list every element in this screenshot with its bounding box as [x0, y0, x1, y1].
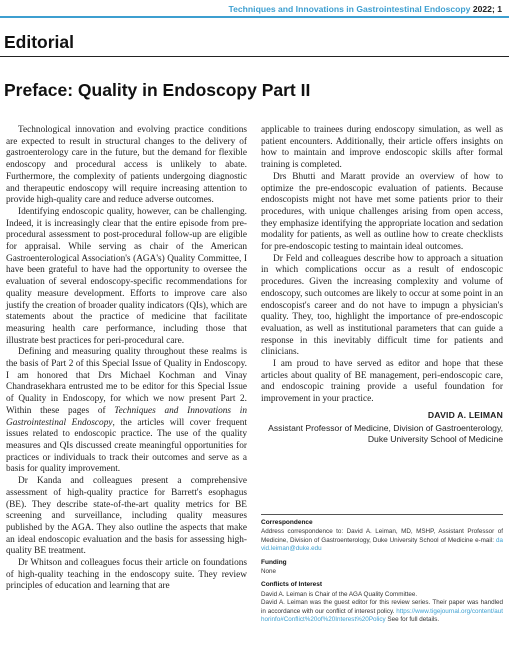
paragraph-continued: applicable to trainees during endoscopy simulation, as well as patient encounters. Additionally, their article offers insights on how to maintain and improve endoscopic skills after formal training is completed.	[261, 125, 503, 171]
right-column	[261, 125, 503, 445]
journal-volume: 2022; 1	[472, 4, 502, 14]
paragraph: Dr Whitson and colleagues focus their article on foundations of high-quality teaching in the endoscopy suite. They review principles of education and learning that are	[6, 558, 247, 592]
correspondence-address: Address correspondence to: David A. Leiman, MD, MSHP, Assistant Professor of Medicine, Division of Gastroenterology, Duke University School of Medicine e-mail:	[261, 528, 503, 544]
funding-text: None	[261, 568, 277, 576]
policy-link[interactable]: https://www.tigejournal.org/content/authorinfo#Conflict%20of%20Interest%20Policy	[261, 607, 503, 624]
section-rule	[0, 56, 509, 57]
funding-heading: Funding	[261, 558, 287, 566]
correspondence-text	[261, 528, 503, 553]
section-label: Editorial	[4, 32, 75, 52]
paragraph-text: Defining and measuring quality throughout these realms is the basis of Part 2 of this Special Issue of Quality in Endoscopy. I am honored that Drs Michael Kochman and Vinay Chandrasekhara entrusted me to be editor for this Special Issue of Quality in Endoscopy, for which we now present Part 2. Within these pages of	[6, 347, 247, 416]
journal-reference: Techniques and Innovations in Gastrointestinal Endoscopy	[6, 405, 247, 428]
correspondence-block	[261, 519, 503, 554]
paragraph	[6, 347, 247, 476]
paragraph: Dr Kanda and colleagues present a comprehensive assessment of high-quality practice for Barrett's esophagus (BE). They describe state-of-the-art quality metrics for BE screening and surveillance, including quality measures published by the AGA. They also outline the aspects that make an ideal endoscopic evaluation and the basis for assessing high-quality BE treatment.	[6, 476, 247, 557]
email-link[interactable]: david.leiman@duke.edu	[261, 536, 503, 553]
running-head	[229, 4, 502, 14]
footnotes	[261, 514, 503, 629]
funding-block	[261, 559, 503, 577]
paragraph: I am proud to have served as editor and hope that these articles about quality of BE management, peri-endoscopic care, and endoscopic training provide a useful foundation for improvement in your practice.	[261, 359, 503, 405]
paragraph: Technological innovation and evolving practice conditions are expected to result in structural changes to the delivery of gastroenterology care in the future, but the demand for flexible endoscopy and procedural access is unlikely to abate. Furthermore, the complexity of patients undergoing diagnostic and therapeutic endoscopy will require increasing attention to provide high-quality care and reduce adverse outcomes.	[6, 125, 247, 206]
conflicts-policy	[261, 599, 503, 624]
conflicts-heading: Conflicts of Interest	[261, 581, 323, 589]
policy-text: David A. Leiman was the guest editor for this review series. Their paper was handled in accordance with our conflict of interest policy.	[261, 599, 503, 615]
conflicts-block	[261, 581, 503, 624]
paragraph: Identifying endoscopic quality, however, can be challenging. Indeed, it is increasingly clear that the entire episode from pre-procedural assessment to post-procedural follow-up are eligible for appraisal. While serving as chair of the American Gastroenterological Association's (AGA's) Quality Committee, I have been grateful to have had the opportunity to oversee the evaluation of several endoscopy-specific recommendations for quality measure development. Efforts to improve care also justify the creation of broader quality indicators (QIs), which are statements about the practice of medicine that facilitate measuring health care performance, including those that illustrate best practices for peri-procedural care.	[6, 206, 247, 346]
author-name: DAVID A. LEIMAN	[427, 409, 503, 420]
correspondence-heading: Correspondence	[261, 519, 313, 526]
paragraph: Dr Feld and colleagues describe how to approach a situation in which complications occur as a result of endoscopic procedures. Given the increasing complexity and volume of endoscopy, such outcomes are likely to occur at some point in an endoscopist's career and do not have to impugn a physician's quality. They, too, highlight the importance of pre-endoscopic evaluation, as well as institutional parameters that can guide a response in this inevitably difficult time for patients and clinicians.	[261, 253, 503, 358]
policy-suffix: See for full details.	[385, 616, 440, 624]
paragraph: Drs Bhutti and Maratt provide an overview of how to optimize the pre-endoscopic evaluation of patients. Because endoscopists might not have met some patients prior to their procedures, with unique challenges arising from open access, they emphasize identifying the appropriate location and sedation modality for patients, as well as outline how to create checklists for pre-endoscopic testing to maintain ideal outcomes.	[261, 171, 503, 253]
left-column	[6, 125, 247, 593]
conflicts-text: David A. Leiman is Chair of the AGA Quality Committee.	[261, 590, 418, 598]
journal-name: Techniques and Innovations in Gastrointestinal Endoscopy	[228, 4, 471, 14]
article-title: Preface: Quality in Endoscopy Part II	[4, 80, 311, 100]
header-rule	[0, 16, 509, 18]
paragraph-text: , the articles will cover frequent issues related to endoscopic practice. The use of the quality measures and QIs discussed create meaningful opportunities for practices or individuals to track their outcomes and serve as a basis for quality improvement.	[6, 417, 247, 475]
author-affiliation: Assistant Professor of Medicine, Division of Gastroenterology, Duke University School of Medicine	[268, 422, 503, 444]
